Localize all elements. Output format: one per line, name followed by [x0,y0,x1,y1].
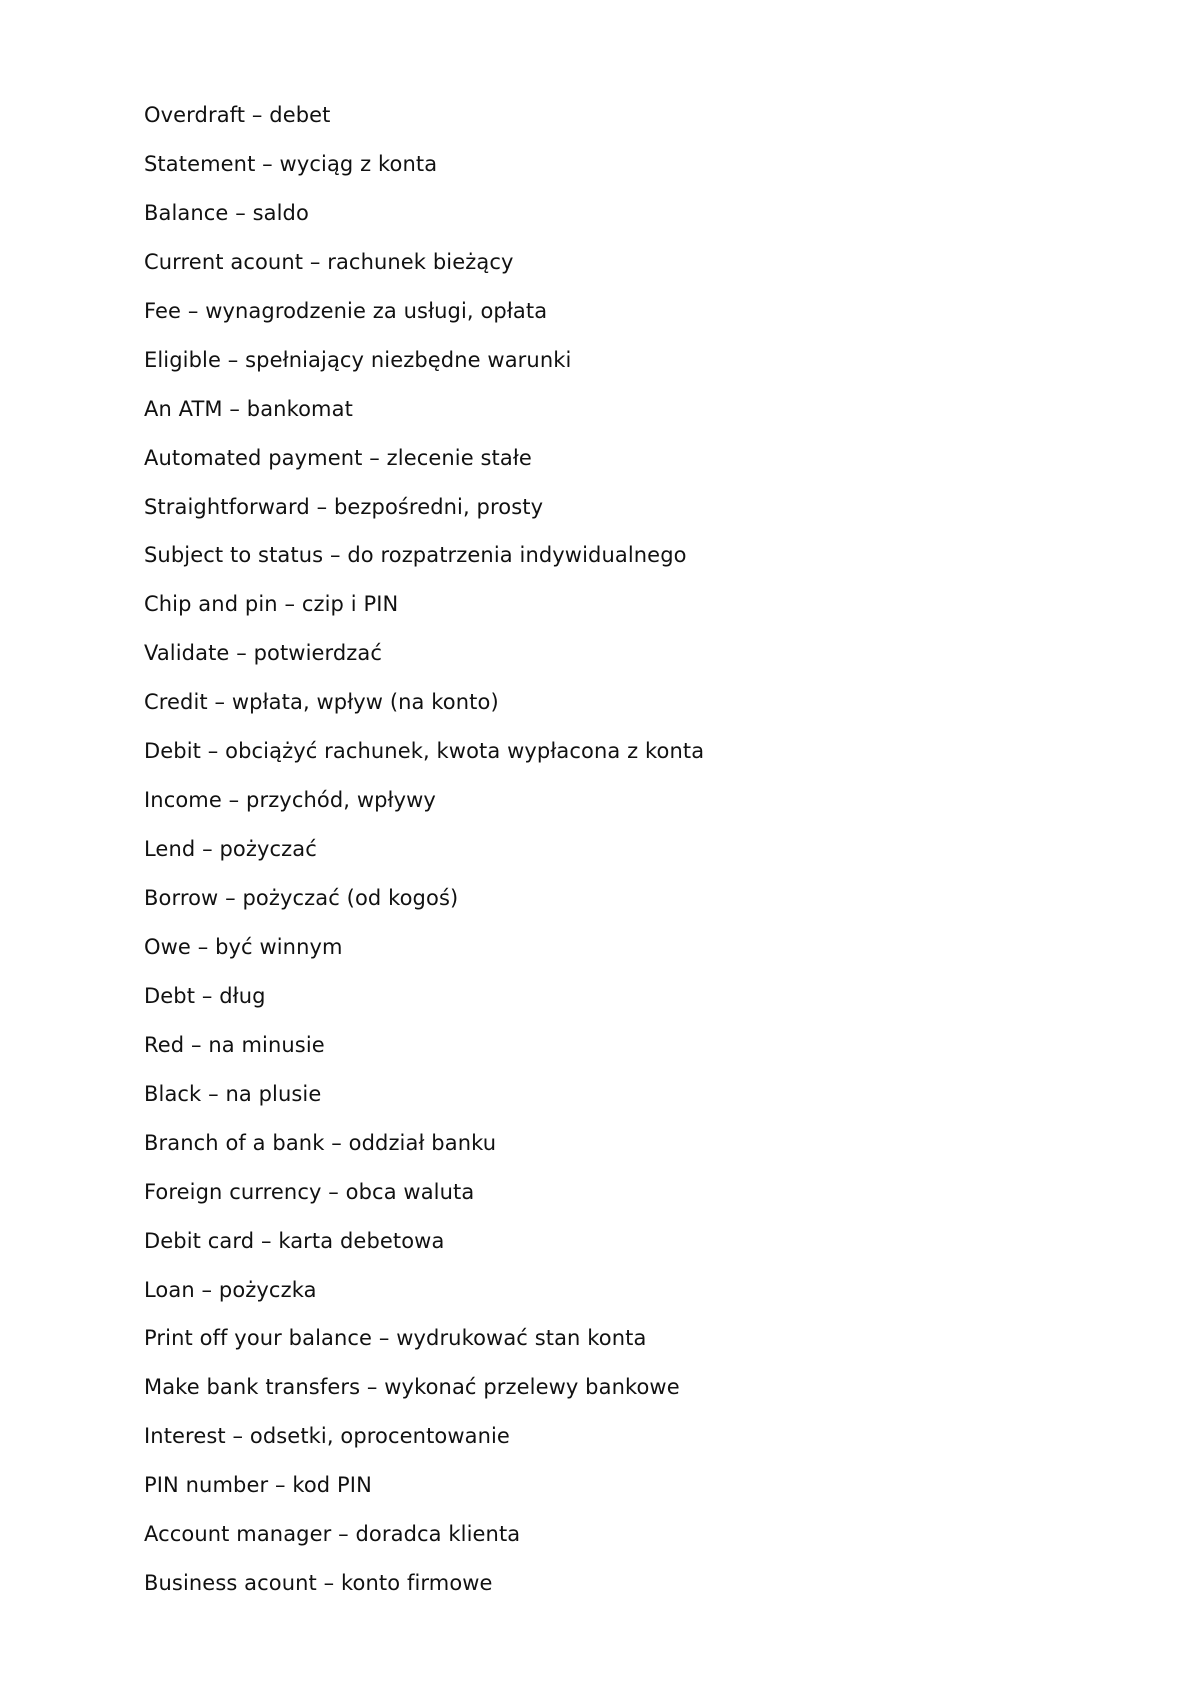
vocabulary-entry: PIN number – kod PIN [144,1473,372,1498]
vocabulary-entry: Black – na plusie [144,1081,322,1106]
vocabulary-entry: Account manager – doradca klienta [144,1522,521,1547]
vocabulary-entry: Branch of a bank – oddział banku [144,1130,497,1155]
vocabulary-entry: Balance – saldo [144,200,309,225]
vocabulary-entry: Statement – wyciąg z konta [144,151,438,176]
vocabulary-entry: Current acount – rachunek bieżący [144,249,514,274]
vocabulary-entry: Print off your balance – wydrukować stan konta [144,1326,647,1351]
vocabulary-entry: Overdraft – debet [144,103,331,127]
vocabulary-entry: Foreign currency – obca waluta [144,1179,475,1204]
vocabulary-list [144,98,1044,1615]
vocabulary-entry: Interest – odsetki, oprocentowanie [144,1424,510,1449]
vocabulary-entry: Income – przychód, wpływy [144,788,436,813]
vocabulary-entry: Validate – potwierdzać [144,641,383,666]
vocabulary-entry: Loan – pożyczka [144,1277,317,1302]
vocabulary-entry: Debit – obciążyć rachunek, kwota wypłacona z konta [144,739,705,764]
vocabulary-entry: Fee – wynagrodzenie za usługi, opłata [144,298,548,323]
vocabulary-entry: Automated payment – zlecenie stałe [144,445,532,470]
vocabulary-entry: Lend – pożyczać [144,837,317,862]
vocabulary-entry: Eligible – spełniający niezbędne warunki [144,347,572,372]
vocabulary-entry: Borrow – pożyczać (od kogoś) [144,886,459,910]
vocabulary-entry: Debt – dług [144,983,266,1008]
vocabulary-entry: Make bank transfers – wykonać przelewy bankowe [144,1375,680,1400]
vocabulary-entry: Subject to status – do rozpatrzenia indywidualnego [144,543,687,568]
vocabulary-entry: Straightforward – bezpośredni, prosty [144,494,544,519]
vocabulary-entry: Red – na minusie [144,1032,325,1057]
vocabulary-entry: Owe – być winnym [144,934,343,959]
vocabulary-entry: Debit card – karta debetowa [144,1228,445,1253]
vocabulary-entry: Business acount – konto firmowe [144,1571,493,1596]
vocabulary-entry: Chip and pin – czip i PIN [144,592,399,617]
vocabulary-entry: An ATM – bankomat [144,396,353,421]
vocabulary-entry: Credit – wpłata, wpływ (na konto) [144,690,499,715]
